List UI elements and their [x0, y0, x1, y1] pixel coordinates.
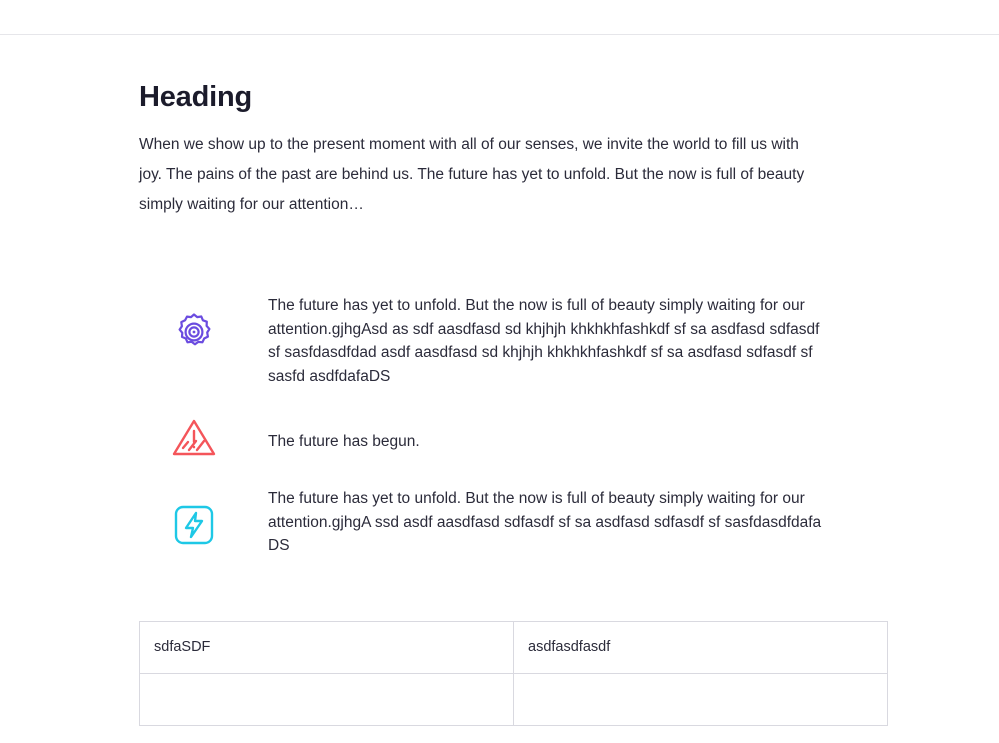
list-item: [139, 413, 829, 461]
table-row: [140, 673, 888, 725]
lightning-bolt-icon: [170, 501, 218, 549]
top-bar: [0, 0, 999, 35]
table-cell: [514, 673, 888, 725]
list-item: [139, 294, 829, 388]
feature-icon-container: [139, 487, 268, 549]
feature-text: The future has begun.: [268, 433, 420, 450]
table-cell: sdfaSDF: [140, 621, 514, 673]
table-cell: asdfasdfasdf: [514, 621, 888, 673]
feature-icon-container: [139, 413, 268, 461]
intro-paragraph: When we show up to the present moment with all of our senses, we invite the world to fill us with joy. The pains of the past are behind us. The future has yet to unfold. But the now is full of beauty simply waiting for our attention…: [139, 136, 805, 213]
page-title: Heading: [139, 81, 252, 113]
feature-icon-container: [139, 294, 268, 356]
table-cell: [140, 673, 514, 725]
gear-target-icon: [170, 308, 218, 356]
warning-triangle-icon: [170, 413, 218, 461]
feature-text: The future has yet to unfold. But the now is full of beauty simply waiting for our attention.gjhgA ssd asdf aasdfasd sdfasdf sf sa asdfasd sdfasdf sf sasfdasdfdafa DS: [268, 490, 822, 554]
feature-text: The future has yet to unfold. But the now is full of beauty simply waiting for our attention.gjhgAsd as sdf aasdfasd sd khjhjh khkhkhfashkdf sf sa asdfasd sdfasdf sf sasfdasdfdad asdf aasdfasd sd khjhjh khkhkhfashkdf sf sa asdfasd sdfasdf sf sasfd asdfdafaDS: [268, 297, 820, 385]
list-item: [139, 487, 829, 558]
table-row: [140, 621, 888, 673]
feature-list: [139, 294, 829, 558]
data-table: [139, 621, 888, 726]
document-content: [139, 35, 829, 726]
